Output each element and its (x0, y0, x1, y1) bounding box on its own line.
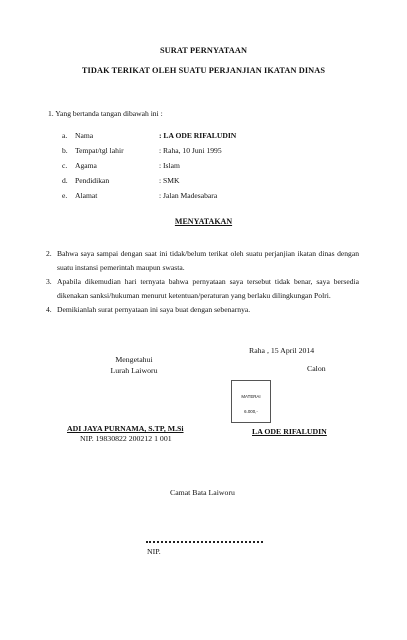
identity-letter: c. (62, 161, 68, 170)
statement-text: Apabila dikemudian hari ternyata bahwa pernyataan saya tersebut tidak benar, saya bersedia dikenakan sanksi/hukuman menurut ketentuan/peraturan yang berlaku dilingkungan Polri. (57, 277, 359, 300)
identity-letter: e. (62, 191, 68, 200)
camat-title: Camat Bata Laiworu (170, 488, 235, 497)
intro-line: 1. Yang bertanda tangan dibawah ini : (48, 109, 163, 118)
identity-letter: d. (62, 176, 68, 185)
identity-letter: b. (62, 146, 68, 155)
menyatakan-heading: MENYATAKAN (174, 217, 233, 226)
lurah-nip: NIP. 19830822 200212 1 001 (80, 434, 172, 443)
statement-text: Demikianlah surat pernyataan ini saya buat dengan sebenarnya. (57, 305, 251, 314)
document-title: SURAT PERNYATAAN (159, 46, 248, 55)
identity-label: Agama (75, 161, 97, 170)
identity-value: : Islam (159, 161, 180, 170)
stamp-label: MATERAI (241, 394, 261, 399)
statement-item (47, 247, 359, 275)
identity-value: : SMK (159, 176, 180, 185)
identity-letter: a. (62, 131, 68, 140)
camat-nip: NIP. (147, 547, 161, 556)
statement-number: 4. (46, 305, 52, 314)
statement-number: 3. (46, 277, 52, 286)
materai-stamp-box (231, 380, 271, 423)
lurah-name: ADI JAYA PURNAMA, S.TP, M.Si (67, 424, 184, 433)
identity-value: : LA ODE RIFALUDIN (159, 131, 237, 140)
identity-value: : Jalan Madesabara (159, 191, 218, 200)
identity-value: : Raha, 10 Juni 1995 (159, 146, 222, 155)
statement-item (47, 275, 359, 303)
place-date: Raha , 15 April 2014 (249, 346, 315, 355)
document-subtitle: TIDAK TERIKAT OLEH SUATU PERJANJIAN IKATAN DINAS (81, 66, 326, 75)
identity-label: Alamat (75, 191, 98, 200)
identity-label: Nama (75, 131, 94, 140)
statement-list (47, 247, 359, 317)
stamp-value: 6.000,- (244, 409, 258, 414)
acknowledged-label: Mengetahui (115, 355, 153, 364)
statement-text: Bahwa saya sampai dengan saat ini tidak/belum terikat oleh suatu perjanjian ikatan dinas dengan suatu instansi pemerintah maupun swasta. (57, 249, 359, 272)
candidate-role: Calon (307, 364, 326, 373)
identity-label: Pendidikan (75, 176, 110, 185)
statement-number: 2. (46, 249, 52, 258)
statement-item (47, 303, 359, 317)
candidate-name: LA ODE RIFALUDIN (252, 427, 327, 436)
lurah-title: Lurah Laiworu (110, 366, 158, 375)
identity-label: Tempat/tgl lahir (75, 146, 124, 155)
signature-line (146, 541, 263, 547)
